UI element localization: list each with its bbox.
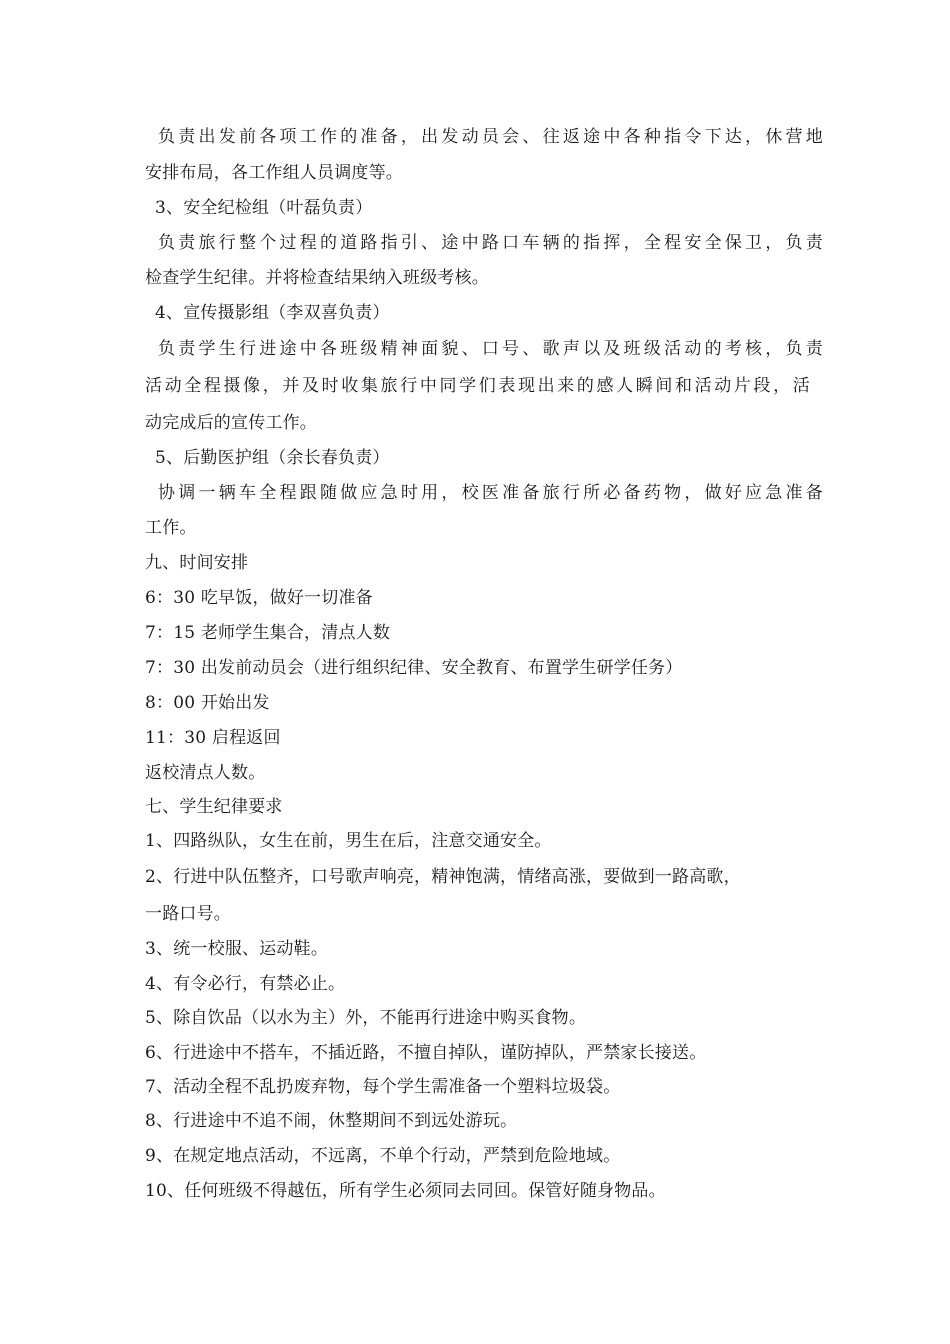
section-heading: 七、学生纪律要求 xyxy=(145,797,283,817)
paragraph-line: 负责出发前各项工作的准备，出发动员会、往返途中各种指令下达，休营地 xyxy=(158,127,823,147)
rule-item: 7、活动全程不乱扔废弃物，每个学生需准备一个塑料垃圾袋。 xyxy=(145,1077,621,1097)
section-heading: 5、后勤医护组（余长春负责） xyxy=(155,448,390,468)
section-heading: 4、宣传摄影组（李双喜负责） xyxy=(155,303,390,323)
paragraph-line: 负责旅行整个过程的道路指引、途中路口车辆的指挥，全程安全保卫，负责 xyxy=(158,233,823,253)
paragraph-line: 安排布局，各工作组人员调度等。 xyxy=(145,163,403,183)
rule-item: 2、行进中队伍整齐，口号歌声响亮，精神饱满，情绪高涨，要做到一路高歌， xyxy=(145,867,741,887)
paragraph-line: 工作。 xyxy=(145,518,197,538)
paragraph-line: 负责学生行进途中各班级精神面貌、口号、歌声以及班级活动的考核，负责 xyxy=(158,339,823,359)
paragraph-line: 动完成后的宣传工作。 xyxy=(145,413,317,433)
schedule-item: 11：30 启程返回 xyxy=(145,728,281,748)
rule-item: 9、在规定地点活动，不远离，不单个行动，严禁到危险地域。 xyxy=(145,1146,621,1166)
paragraph-line: 检查学生纪律。并将检查结果纳入班级考核。 xyxy=(145,268,489,288)
schedule-item: 返校清点人数。 xyxy=(145,763,266,783)
rule-item: 一路口号。 xyxy=(145,904,231,924)
rule-item: 5、除自饮品（以水为主）外，不能再行进途中购买食物。 xyxy=(145,1008,587,1028)
section-heading: 3、安全纪检组（叶磊负责） xyxy=(155,198,373,218)
rule-item: 4、有令必行，有禁必止。 xyxy=(145,974,346,994)
section-heading: 九、时间安排 xyxy=(145,553,249,573)
rule-item: 1、四路纵队，女生在前，男生在后，注意交通安全。 xyxy=(145,831,552,851)
rule-item: 6、行进途中不搭车，不插近路，不擅自掉队，谨防掉队，严禁家长接送。 xyxy=(145,1043,707,1063)
schedule-item: 8：00 开始出发 xyxy=(145,693,270,713)
paragraph-line: 协调一辆车全程跟随做应急时用，校医准备旅行所必备药物，做好应急准备 xyxy=(158,483,823,503)
schedule-item: 7：15 老师学生集合，清点人数 xyxy=(145,623,391,643)
rule-item: 10、任何班级不得越伍，所有学生必须同去同回。保管好随身物品。 xyxy=(145,1181,666,1201)
paragraph-line: 活动全程摄像，并及时收集旅行中同学们表现出来的感人瞬间和活动片段，活 xyxy=(145,376,810,396)
rule-item: 3、统一校服、运动鞋。 xyxy=(145,939,329,959)
schedule-item: 6：30 吃早饭，做好一切准备 xyxy=(145,588,373,608)
schedule-item: 7：30 出发前动员会（进行组织纪律、安全教育、布置学生研学任务） xyxy=(145,658,683,678)
rule-item: 8、行进途中不追不闹，休整期间不到远处游玩。 xyxy=(145,1111,518,1131)
